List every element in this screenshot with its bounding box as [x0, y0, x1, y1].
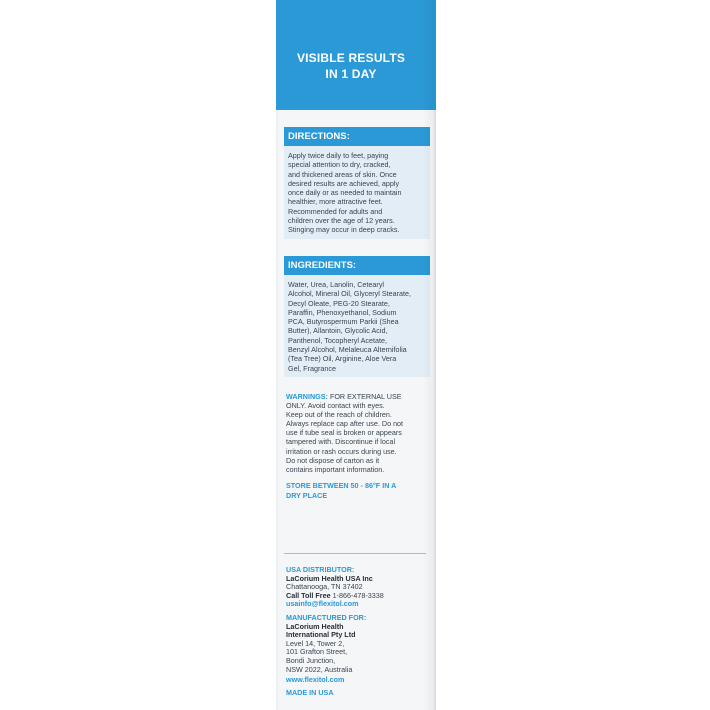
- warnings-block: [286, 392, 426, 474]
- ingredients-line: Benzyl Alcohol, Melaleuca Alternifolia: [288, 345, 407, 355]
- storage-line: STORE BETWEEN 50 - 86°F IN A: [286, 481, 397, 490]
- warnings-line: irritation or rash occurs during use.: [286, 446, 397, 456]
- ingredients-body: [284, 275, 430, 377]
- phone-number: 1-866-478-3338: [332, 590, 384, 600]
- website: www.flexitol.com: [286, 675, 345, 684]
- distributor-email: usainfo@flexitol.com: [286, 599, 359, 609]
- ingredients-line: Alcohol, Mineral Oil, Glyceryl Stearate,: [288, 289, 412, 299]
- directions-line: Stinging may occur in deep cracks.: [288, 225, 400, 235]
- manufacturer-name: LaCorium Health: [286, 621, 344, 631]
- warnings-first-line-text: FOR EXTERNAL USE: [329, 392, 402, 401]
- ingredients-title: INGREDIENTS:: [284, 256, 430, 275]
- warnings-line: Always replace cap after use. Do not: [286, 419, 404, 429]
- manufacturer-address: Bondi Junction,: [286, 655, 336, 665]
- ingredients-panel: [284, 256, 430, 377]
- headline-line: IN 1 DAY: [325, 67, 377, 81]
- warnings-line: ONLY. Avoid contact with eyes.: [286, 401, 385, 411]
- directions-line: healthier, more attractive feet.: [288, 197, 383, 207]
- warnings-line: use if tube seal is broken or appears: [286, 428, 402, 438]
- manufacturer-address: Level 14, Tower 2,: [286, 638, 345, 648]
- headline: [276, 50, 426, 82]
- warnings-first-line: [286, 392, 426, 401]
- directions-line: and thickened areas of skin. Once: [288, 169, 397, 179]
- manufacturer-address: NSW 2022, Australia: [286, 664, 353, 674]
- directions-line: Apply twice daily to feet, paying: [288, 151, 389, 160]
- distributor-label: USA DISTRIBUTOR:: [286, 565, 355, 574]
- headline-line: VISIBLE RESULTS: [296, 51, 406, 65]
- ingredients-line: Butter), Allantoin, Glycolic Acid,: [288, 326, 388, 336]
- ingredients-line: Paraffin, Phenoxyethanol, Sodium: [288, 307, 397, 317]
- manufacturer-address: 101 Grafton Street,: [286, 647, 348, 657]
- storage-line: DRY PLACE: [286, 491, 328, 500]
- warnings-line: Do not dispose of carton as it: [286, 455, 380, 465]
- ingredients-line: Panthenol, Tocopheryl Acetate,: [288, 335, 387, 345]
- directions-line: special attention to dry, cracked,: [288, 160, 391, 170]
- manufacturer-name: International Pty Ltd: [286, 630, 356, 640]
- ingredients-line: Gel, Fragrance: [288, 363, 336, 373]
- manufacturer-label: MANUFACTURED FOR:: [286, 613, 367, 622]
- directions-line: children over the age of 12 years.: [288, 216, 395, 226]
- warnings-line: contains important information.: [286, 464, 385, 474]
- ingredients-line: PCA, Butyrospermum Parkii (Shea: [288, 317, 399, 327]
- distributor-name: LaCorium Health USA Inc: [286, 573, 373, 583]
- distributor-block: [286, 566, 431, 609]
- ingredients-line: Decyl Oleate, PEG-20 Stearate,: [288, 298, 390, 308]
- made-in-usa: MADE IN USA: [286, 688, 334, 697]
- ingredients-line: (Tea Tree) Oil, Arginine, Aloe Vera: [288, 354, 397, 364]
- warnings-line: tampered with. Discontinue if local: [286, 437, 396, 447]
- directions-line: desired results are achieved, apply: [288, 178, 400, 188]
- product-box-side-panel: [276, 0, 436, 710]
- phone-label: Call Toll Free: [286, 590, 331, 600]
- warnings-label: WARNINGS:: [286, 392, 328, 401]
- warnings-line: Keep out of the reach of children.: [286, 410, 392, 420]
- ingredients-line: Water, Urea, Lanolin, Cetearyl: [288, 280, 385, 289]
- manufacturer-block: [286, 614, 431, 674]
- storage-note: [286, 481, 426, 501]
- directions-line: Recommended for adults and: [288, 206, 383, 216]
- directions-line: once daily or as needed to maintain: [288, 188, 402, 198]
- directions-title: DIRECTIONS:: [284, 127, 430, 146]
- directions-body: [284, 146, 430, 239]
- section-divider: [284, 553, 426, 554]
- distributor-city: Chattanooga, TN 37402: [286, 582, 363, 592]
- directions-panel: [284, 127, 430, 239]
